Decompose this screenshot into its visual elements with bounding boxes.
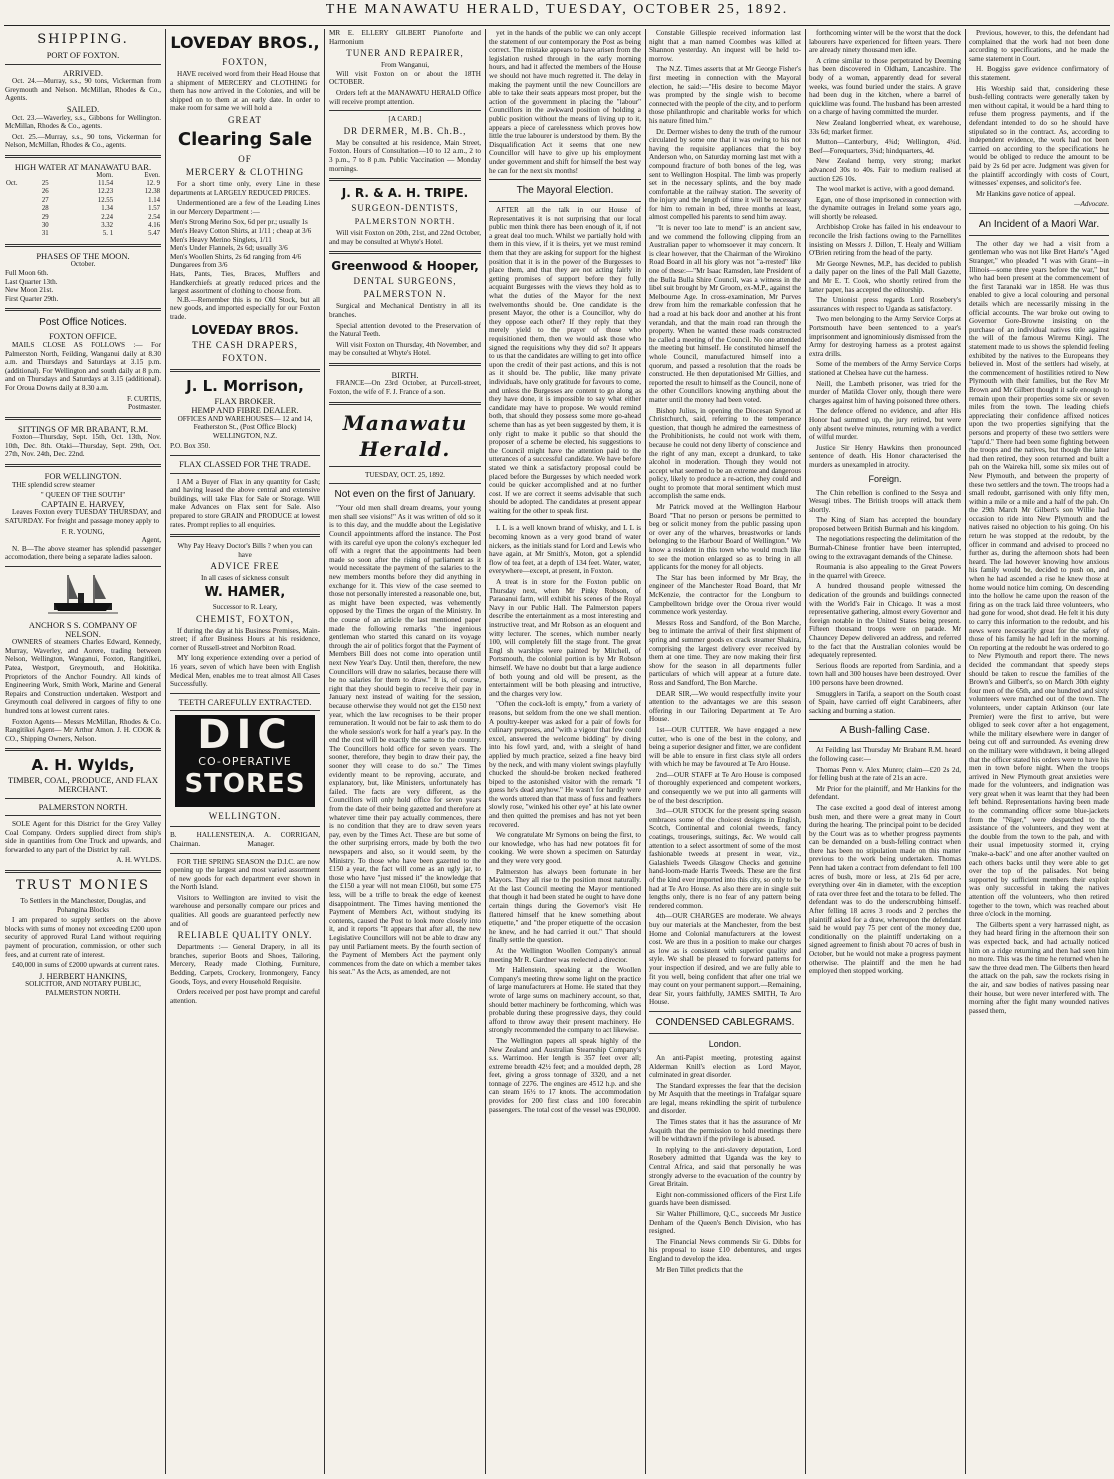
divider [329,178,481,181]
port-heading: PORT OF FOXTON. [46,50,120,60]
tide-row [5,197,161,205]
divider [170,693,320,694]
column-rule [965,29,966,1474]
flax-text: I AM a Buyer of Flax in any quantity for Cash; and having leased the above central and extensive buildings, will take Flax for Sale or Storage. Will make Advances on Flax sent for Sale. Also prepared to store GRAIN and PRODUCE at lowest rates. Prompt replies to all enquiries. [170,477,320,529]
paper-title: Manawatu Herald. [342,410,468,461]
advice-free: ADVICE FREE [210,561,280,572]
wellington-heading: FOR WELLINGTON. [44,471,122,482]
hamer-sub-2: CHEMIST, FOXTON, [196,613,294,624]
dic-logo-text: DIC [197,712,293,759]
divider [170,826,320,827]
court-text: Foxton—Thursday, Sept. 15th, Oct. 13th, Nov. 10th, Dec. 8th. Otaki—Thursday, Sept. 29th, Oct. 27th, Nov. 24th, Dec. 22nd. [5,433,161,459]
tuner-heading: TUNER AND REPAIRER, [346,48,464,59]
news-item: 2nd—OUR STAFF at Te Aro House is composed of thoroughly experienced and competent workers, and consequently we we put into all garments will be of the best description. [649,770,801,805]
dic-place: WELLINGTON. [208,811,282,822]
greenwood-sub: DENTAL SURGEONS, [353,276,457,287]
birth-text: FRANCE—On 23rd October, at Purcell-street, Foxton, the wife of F. J. France of a son. [329,379,481,397]
sale-text: For a short time only, every Line in these departments at LARGELY REDUCED PRICES. [170,179,320,197]
sale-note: N.B.—Remember this is no Old Stock, but all new goods, and imported especially for our Foxton trade. [170,295,320,321]
card-label: [A CARD.] [388,115,422,124]
arrived-label: ARRIVED. [63,67,103,78]
news-item: The Wellington papers all speak highly of the New Zealand and Australian Steamship Company's s.s. Warrimoo. Her length is 357 feet over all; extreme breadth 42½ feet; and a moulded depth, 28 feet, giving a gross tonnage of 3320, and a net tonnage of 2276. The engines are 4512 h.p. and she can steam 16½ to 17 knots. The accommodation provides for 200 first class and 100 forecabin passengers. The total cost of the vessel was £90,000. [489,1036,641,1114]
tide-cell: 27 [41,196,49,204]
tide-cell: 28 [41,205,49,213]
column-rule [805,29,806,1474]
wylds-signature: A. H. WYLDS. [116,856,161,865]
divider [969,213,1109,214]
moon-line: New Moon 21st. [5,286,54,295]
cable-item: The King of Siam has accepted the boundary proposed between British Burmah and his kingdom. [809,516,961,533]
mayoral-text: AFTER all the talk in our House of Representatives it is not surprising that our local public men think there has been enough of it, if not a great deal too much. Whilst we partially hold with them in this view, if it is theirs, yet we must remind them that they are asking for support for the highest position that it is in the power of the Burgesses to place them, and that they are not acting fairly in getting promises of support before they fully acquaint Burgesses with the views they hold as to what the duties of the Mayor for the next twelvemonths should be. One candidate is the present Mayor, the other is a Councillor, why do they oppose each other? If they reply that they merely yield to the prayer of those who requisitioned them, then we would ask those who signed the requisitions why they did so? It appears to us that the candidates are willing to get into office upon the credit of their past actions, and this is not as it should be. The public, like many private individuals, have only gratitude for favours to come, and unless the Burgesses are content to go along as they have done, it is impossible to say what either candidate may have to propose. We would remind both, that should they possess some more go-ahead scheme than has as yet been suggested by them, it is only right to make it public so that should the proposer of a scheme be elected, his suggestions to the Council might have the attention paid to the utterances of a successful candidate. We have before stated we think a satisfactory proposal could be placed before the Burgesses by which needed work could be quicker accomplished and at no further cost. If we are correct it seems advisable that such should be adopted. The candidates at present appear waiting for the other to speak first. [489,206,641,515]
steamer-text: THE splendid screw steamer [12,480,95,489]
cable-item: The wool market is active, with a good demand. [816,185,955,194]
tide-header-cell [41,172,64,180]
tide-cell: 31 [41,230,49,238]
cable-item: New Zealand hemp, very strong; market advanced 30s to 40s. Fair to medium realised at auction £26 10s. [809,157,961,183]
captain-name: CAPTAIN E. HARVEY, [41,498,125,509]
paper-date: TUESDAY, OCT. 25, 1892. [365,470,445,479]
divider [329,402,481,405]
dermer-text: May be consulted at his residence, Main Street, Foxton. Hours of Consultation—10 to 12 a.m., 2 to 3 p.m., 7 to 8 p.m. Public Vaccination — Monday mornings. [329,138,481,173]
clearing-sale-heading: Clearing Sale [177,128,313,150]
bush-case-text: H. Boggiss gave evidence confirmatory of this statement. [969,65,1109,82]
bush-case-text: The case excited a good deal of interest among bush men, and there were a great many in Court during the hearing. The principal point to be decided by the Court was as to whether progress payments can be demanded on a bush-felling contract when there has been no stipulation made on this matter previous to the work being undertaken. Thomas Penn had taken a contract from defendant to fell 100 acres of bush, more or less, at 21s 6d per acre, everything over 4in in diameter, with the exception of rata over three feet and the totara to be felled. The defendant was to do the underscrubbing himself. After felling 18 acres 3 roods and 2 perches the plaintiff asked for a draw, whereupon the defendant said he would pay 75 per cent of the money due, conditionally on the plaintiff undertaking on a signed agreement to finish about 70 acres of bush in October, but he would not make a progress payment otherwise. The plaintiff and the men he had employed then stopped working. [809,803,961,976]
gilbert-visit: Will visit Foxton on or about the 18TH OCTOBER. [329,69,481,87]
wylds-text: SOLE Agent for this District for the Grey Valley Coal Company. Orders supplied direct from ship's side in quantities from One Truck and upwards, and forwarded to any part of the District by rail. [5,820,161,854]
trust-text: To Settlers in the Manchester, Douglas, and Pohangina Blocks [20,897,146,914]
tide-cell: 4.16 [148,221,160,229]
tide-header-cell: Even. [144,171,160,179]
trust-text-3: £40,000 in sums of £2000 upwards at current rates. [12,961,160,970]
agent-title: Agent, [141,536,161,545]
teeth-text: TEETH CAREFULLY EXTRACTED. [178,696,312,707]
bush-case-text: Previous, however, to this, the defendant had complained that the work had not been done according to specifications, and he made the same statement in Court. [969,29,1109,63]
news-item: Bishop Julius, in opening the Diocesan Synod at Christchurch, said, referring to the temperance question, that though he admired the earnestness of the Prohibitionists, he could not work with them, because he could not deny liberty of conscience and the right of any man, except a drunkard, to take alcohol in moderation. Though they would not accept what seemed to be an extreme and dangerous policy, likely to produce a re-action, they could and ought to promote that moral sentiment which must accomplish the same ends. [649,406,801,501]
morrison-address: OFFICES AND WAREHOUSES— 12 and 14, Featherston St., (Post Office Block) WELLINGTON, N.Z. [177,414,313,440]
sale-item: Men's Heavy Merino Singlets, 1/11 [170,235,272,244]
column-rule [485,29,486,1474]
maori-war-heading: An Incident of a Maori War. [978,218,1100,230]
divider [170,853,320,854]
divider [170,455,320,456]
gilbert-text: MR E. ELLERY GILBERT Pianoforte and Harmonium [329,29,481,46]
maori-war-text: The Gilberts spent a very harrassed night, as they had heard firing in the afternoon their son was expected back, and had actually noticed him on a ridge returning and then had seen him no more. This was the time he returned when he saw the three dead men. The Gilberts then heard the attack on the pah, saw the rockets rising in the air, and saw bodies of natives passing near their house, but were never interfered with. The morning after the fight many wounded natives passed them, [969,920,1109,1015]
divider [329,466,481,467]
news-item: Messrs Ross and Sandford, of the Bon Marche, beg to intimate the arrival of their first shipment of spring and summer goods ex crack steamer Shakira, comprising the largest delivery ever received by them at one time. They are now making their first show for the season in all departments fuller particulars of which will appear at a future date. Ross and Sandford, The Bon Marche. [649,618,801,687]
divider [5,244,161,247]
tide-cell [5,230,41,238]
cable-item: Serious floods are reported from Sardinia, and a town hall and 300 houses have been destroyed. Over 100 persons have been drowned. [809,661,961,687]
tide-cell: 1.34 [101,205,114,213]
cable-item: A crime similar to those perpetrated by Deeming has been discovered in Oldham, Lancashire. The body of a woman, apparently dead for several weeks, was found buried under the stairs. A grave had been dug in the kitchen, where a barrel of quicklime was found. The husband has been arrested on a charge of having committed the murder. [809,56,961,117]
divider [5,815,161,816]
cable-item: Two men belonging to the Army Service Corps at Portsmouth have been sentenced to a year's imprisonment and ignominiously dismissed from the Army for destroying harness as a protest against extra drills. [809,315,961,358]
divider [5,64,161,65]
divider [489,519,641,520]
hankins-place: PALMERSTON NORTH. [45,989,121,997]
cable-item: Some of the members of the Army Service Corps stationed at Chelsea have cut the harness. [809,360,961,377]
cable-item: The Times states that it has the assurance of Mr Asquith that the permission to hold meetings there will be withdrawn if the privilege is abused. [649,1118,801,1144]
tide-header-row [5,172,161,180]
gilbert-orders: Orders left at the MANAWATU HERALD Office will receive prompt attention. [329,88,481,106]
steamer-name: " QUEEN OF THE SOUTH" [40,491,126,500]
dic-chairman: B. HALLENSTEIN, Chairman. [170,831,248,848]
divider [5,798,161,799]
news-item: Mr Hallenstein, speaking at the Woollen Company's meeting threw some light on the practice of large manufacturers at Home. He stated that they wrote of large sums on machinery account, so that, should better machinery be forthcoming, which was probable during these progressive days, they could afford to throw away their present machinery. He strongly recommended the company to act likewise. [489,966,641,1035]
cable-item: Neill, the Lambeth prisoner, was tried for the murder of Matilda Clover only, though there were charges against him of having poisoned three others. [809,379,961,405]
wylds-heading: A. H. Wylds, [31,756,135,775]
cable-item: An anti-Papist meeting, protesting against Alderman Knill's election as Lord Mayor, culminated in great disorder. [649,1053,801,1080]
cablegrams-heading: CONDENSED CABLEGRAMS. [655,1016,795,1028]
news-item: Mr Patrick moved at the Wellington Harbour Board "That no person or persons be permitted to beg or solicit money from the public passing upon or over any of the wharves, breastworks or lands belonging to the Harbour Board of Wellington." We know a resident in this town who would much like to see the motion enlarged so as to bring in all applicants for the money for all objects. [649,503,801,572]
cable-item: Roumania is also appealing to the Great Powers in the quarrel with Greece. [809,563,961,580]
reliable-quality: RELIABLE QUALITY ONLY. [177,930,313,941]
article-text: "Your old men shall dream dreams, your young men shall see visions!" As it was written of old so it is to this day, and the muddle about the Legislative Council appointments afford the instance. The Post with its careful eye upon the colony's exchequer led off with a regret that the appointments had been made so soon after the rising of parliament as it would necessitate the payment of the salaries to the new members months before they did anything in exchange for it. This view of the case seemed to those not personally interested a reasonable one, but, as might have been expected, was vehemently opposed by the Times the organ of the Ministry. In the course of an article the last mentioned paper made the following remarks "the ingenious gentleman who started this canard on its voyage through the air of politics forgot that the Payment of Members Bill does not come into operation until next New Year's Day. Until then, therefore, the new Councillors will draw no salaries, because there will be no salaries for them to draw." It is, of course, right that they should begin to receive their pay in January next instead of waiting for the session, because otherwise they would not get the £150 next year, which the law recognises to be their proper remuneration. It would not be fair to ask them to do the whole session's work for half a year's pay. In the end the cost will be exactly the same to the country. The Councillors hold office for seven years. The sooner, therefore, they begin to draw their pay, the sooner they will cease to do so." The Times evidently meant to be reproving, accurate, and explanatory, but, like Ministers, unfortunately has failed. The facts are very different, as the Councillors will only hold office for seven years from the date of their being gazetted and therefore at whatever time their pay actually commences, there is no condition that they are to draw seven years pay, even by the Times Act. These are but some of the other surprising errors, made by both the two newspapers and also, so it would seem, by the Ministry. To those who have been gazetted to the £150 a year, the fact will come as an ugly jar, to those who have "just missed it" the knowledge that the £150 a year will not mean £1060, but some £75 less, will be a trifle to break the edge of keenest disappointment. The Times having mentioned the Payment of Members Act, without studying its contents, caused the Post to look more closely into it, and it reports "It appears that after all, the new Legislative Councillors will not be able to draw any pay until Parliament meets. By the fourth section of the Payment of Members Act the payment only commences from the date on which a member takes his seat." As the Acts, as amended, are not [329,504,481,977]
cable-item: forthcoming winter will be the worst that the dock labourers have experienced for fifteen years. There are already ninety thousand men idle. [809,29,961,55]
column-rule [165,29,166,1474]
divider [329,363,481,366]
bush-case-text: At Feilding last Thursday Mr Brabant R.M. heard the following case:— [809,746,961,763]
news-item: 3rd—OUR STOCK for the present spring season embraces some of the choicest designs in English, Scotch, Continental and colonial tweeds, fancy coatings, trouserings, suitings, &c. We would call attention to a select assortment of some of the most fashionable tweeds at present in wear, viz., Galashiels Tweeds Glasgow Checks and genuine hand-loom-made Harris Tweeds. These are the first of the kind ever imported into this city, so only to be had at Te Aro House. As also there are in single suit lengths only, there is no fear of any pattern being rendered common. [649,807,801,910]
tide-heading: HIGH WATER AT MANAWATU BAR. [14,161,152,172]
column-1 [5,29,161,1474]
column-3 [329,29,481,1474]
dic-manager: A. A. CORRIGAN, Manager. [247,831,320,848]
foreign-heading: Foreign. [868,473,902,484]
sale-item: Men's Woollen Shirts, 2s 6d ranging from 4/6 [170,252,302,261]
moon-line: First Quarter 29th. [5,294,59,303]
greenwood-text: Surgical and Mechanical Dentistry in all its branches. [329,302,481,319]
tide-cell [5,188,41,196]
tide-cell: 1.57 [148,205,160,213]
steamship-illustration [48,571,118,617]
cable-item: Archbishop Croke has failed in his endeavour to reconcile the Irish factions owing to the Parnellites insisting on Messrs J. Dillon, T. Healy and William O'Brien retiring from the head of the party. [809,223,961,258]
tide-table [5,172,161,239]
dic-logo [175,712,315,807]
greenwood-text-2: Special attention devoted to the Preservation of the Natural Teeth. [329,321,481,339]
cable-item: New Zealand longberried wheat, ex warehouse, 33s 6d; market firmer. [809,118,961,136]
sale-item: Men's Under Flannels, 2s 6d; usually 3/6 [170,244,288,253]
orders-text: Orders received per post have prompt and careful attention. [170,988,320,1005]
column-7 [969,29,1109,1474]
tripe-text: Will visit Foxton on 20th, 21st, and 22nd October, and may be consulted at Whyte's Hotel. [329,229,481,246]
masthead: THE MANAWATU HERALD, TUESDAY, OCTOBER 25, 1892. [325,2,789,17]
tide-header-cell: Morn. [96,171,114,179]
tide-cell: 5.47 [148,230,160,238]
post-office-text: MAILS CLOSE AS FOLLOWS :— For Palmerston North, Feilding, Wanganui daily at 8.30 a.m. and Thursdays and Saturdays at 3.15 p.m. (additional). For Wellington and south daily at 8 p.m. and on Thursdays and Saturdays at 3.15 (additional). For Oroua Downs daily at 8.30 a.m. [5,340,161,392]
sale-item: Dungarees from 3/6 [170,261,228,270]
moon-line: Full Moon 6th. [5,268,49,277]
loveday-place-2: FOXTON. [222,353,268,364]
cable-item: The defence offered no evidence, and after His Honor had summed up, the jury retired, but were only absent twelve minutes, returning with a verdict of wilful murder. [809,407,961,442]
morrison-heading: J. L. Morrison, [186,377,304,396]
court-heading: SITTINGS OF MR BRABANT, R.M. [18,423,148,434]
wylds-place: PALMERSTON NORTH. [38,801,128,812]
cable-item: The Standard expresses the fear that the decision by Mr Asquith that the meetings in Trafalgar square are legal, means rekindling the spirit of turbulence and disorder. [649,1081,801,1116]
tide-cell: 12.38 [144,188,160,196]
tide-row [5,180,161,188]
arrived-text: Oct. 24.—Murray, s.s., 90 tons, Vickerman from Greymouth and Nelson. McMillan, Rhodes & Co., Agents. [5,77,161,103]
moon-line: Last Quarter 13th. [5,277,58,286]
tide-row [5,214,161,222]
cable-item: Sir Walter Phillimore, Q.C., succeeds Mr Justice Denham of the Queen's Bench Division, who has resigned. [649,1210,801,1236]
tide-cell: Oct. [6,179,18,187]
anchor-text: OWNERS of steamers Charles Edward, Kennedy, Murray, Waverley, and Aorere, trading between Nelson, Wellington, Wanganui, Foxton, Rangitikei, Patea, Westport, Greymouth, and Hokitika. Proprietors of the Anchor Foundry. All kinds of Engineering Work, Smith Work, Marine and General Repairs and Construction undertaken. Westport and Greymouth coal delivered in cargoes of fifty to one hundred tons at lowest current rates. [5,638,161,715]
sale-text-2: Undermentioned are a few of the Leading Lines in our Mercery Department :— [170,199,320,216]
loveday-cash-drapers: THE CASH DRAPERS, [192,340,298,351]
cable-item: In replying to the anti-slavery deputation, Lord Rosebery admitted that Uganda was the key to Central Africa, and said that personally he was strongly adverse to the evacuation of the country by Great Britain. [649,1145,801,1189]
great-label: GREAT [228,114,262,125]
cable-item: Mutton—Canterbury, 4¾d; Wellington, 4¾d. Beef—Forequarters, 3¼d; hindquarters, 4d. [809,138,961,155]
cable-item: Mr George Newnes, M.P., has decided to publish a daily paper on the lines of the Pall Mall Gazette, and Mr E. T. Cook, who shortly retired from the latter paper, has accepted the editorship. [809,259,961,294]
sickness-text: In all cases of sickness consult [200,574,290,583]
anchor-heading: ANCHOR S S. COMPANY OF [28,620,138,630]
tide-cell: 12.55 [97,196,114,204]
greenwood-heading: Greenwood & Hooper, [331,259,479,274]
dic-logo-stores: STORES [184,769,306,800]
bush-case-text: His Worship said that, considering these bush-felling contracts were generally taken by men without capital, it would be a hard thing to refuse them progress payments, and if the defendant intended to do so he should have stipulated so in the contract. As, according to independent evidence, the work had not been carried on according to the specifications he would be obliged to reduce the amount to be paid by 2s 6d per acre. Judgment was given for the plaintiff accordingly with costs of Court, witnesses' expenses, and solicitor's fee. [969,84,1109,188]
news-item: "It is never too late to mend" is an ancient saw, and we commend the following clipping from an Australian paper to whomsoever it may concern. It is clear however, that the Chairman of the Wirokino Road Board in all his glory was not "a-rrested" like one of these:—"Mr Isaac Ramsden, late President of the Bulla Bulla Shire Council, was a witness in the libel suit brought by Mr Groom, ex-M.P., against the Melbourne Age. In cross-examination, Mr Purves drew from him the remarkable confession that he had a road at his back door and another at his front verandah, and that the main road ran through the property. When he wanted these roads constructed he called a meeting of the Council. No one attended the meeting but himself. He constituted himself the whole Council, manufactured himself into a quorum, and passed a resolution that the roads be constructed. He then deputationised Mr Gillies, and reported the result to himself as the Council, none of the other Councillors knowing anything about the matter until the money had been voted. [649,224,801,404]
loveday-intro: HAVE received word from their Head House that a shipment of MERCERY and CLOTHING for them has now arrived in the Colonies, and will be shipped on to them at an early date. In order to make room for same we will hold a [170,70,320,113]
tide-cell: 2.54 [148,213,160,221]
cable-item: Eight non-commissioned officers of the First Life guards have been dismissed. [649,1190,801,1208]
sale-item: Hats, Pants, Ties, Braces, Mufflers and Handkerchiefs at greatly reduced prices and the largest assortment of clothing to choose from. [170,269,320,296]
spring-text-2: Visitors to Wellington are invited to visit the warehouse and personally compare our prices and qualities. All goods are guaranteed perfectly new and of [170,893,320,928]
divider [649,1011,801,1012]
news-item: DEAR SIR,—We would respectfully invite your attention to the advantages we are this season offering in our Tailoring Department at Te Aro House. [649,689,801,724]
postmaster-name: F. CURTIS, [127,394,161,403]
advocate-credit: —Advocate. [1074,200,1109,209]
column-5 [649,29,801,1474]
divider [329,251,481,254]
dic-logo-sub: CO-OPERATIVE [198,755,292,769]
loveday-place: FOXTON, [222,57,268,67]
steamer-note: N. B—The above steamer has splendid passenger accomodation, there being a separate ladies saloon. [5,544,161,562]
divider [5,748,161,751]
masthead-rule [4,25,1110,26]
tide-cell [5,197,41,205]
cable-item: A hundred thousand people witnessed the dedication of the grounds and buildings connected with the World's Fair in Chicago. It was a most representative gathering, almost every Governor and foreign notable in the United States being present. Fifteen thousand troops were on parade. Mr Chauncey Depew delivered an address, and referred to the fact that the Australian colonies would be adequately represented. [809,582,961,660]
of-label: OF [238,153,252,164]
hamer-sub: Successor to R. Leary, [212,602,278,611]
news-item: Palmerston has always been fortunate in her Mayors. They all rise to the position most naturally. At the last Council meeting the Mayor mentioned that though it had been stated he ought to have done certain things during the Governor's visit He flattered himself that he knew something about etiquette," and "the proper etiquette of the occasion he knew, and he had carried it out." That should finally settle the question. [489,867,641,945]
tide-cell: 3.32 [101,221,114,229]
tripe-sub: SURGEON-DENTISTS, [351,203,459,214]
bush-case-heading: A Bush-falling Case. [839,725,931,737]
tripe-place: PALMERSTON NORTH. [354,217,456,227]
anchor-sub: NELSON. [65,628,101,639]
agent-name: F. R. YOUNG, [61,527,105,536]
morrison-sub: FLAX BROKER. [214,396,276,407]
divider [170,473,320,474]
divider [5,417,161,420]
hamer-text: If during the day at his Business Premises, Main-street; if after Business Hours at his residence, corner of Russell-street and Norbiton Road. [170,626,320,652]
column-2 [170,29,320,1474]
gilbert-from: From Wanganui, [381,61,429,70]
tide-cell [5,214,41,222]
shipping-heading: SHIPPING. [37,32,129,47]
column-6 [809,29,961,1474]
tide-cell [5,222,41,230]
sailed-text: Oct. 23.—Waverley, s.s., Gibbons for Wellington. McMillan, Rhodes & Co., agents. [5,113,161,131]
dic-signatures [170,831,320,848]
cable-item: The Unionist press regards Lord Rosebery's assurances with respect to Uganda as satisfactory. [809,296,961,313]
divider [809,741,961,742]
cable-item: The Chin rebellion is confined to the Sesya and Wesugi tribes. The British troops will attack them shortly. [809,488,961,514]
wylds-sub: TIMBER, COAL, PRODUCE, AND FLAX MERCHANT. [8,775,158,794]
tripe-heading: J. R. & A. H. TRIPE. [341,186,469,201]
tide-row [5,222,161,230]
moon-month: October. [70,260,96,269]
news-item: Constable Gillespie received information last night that a man named Coombes was killed at Shannon yesterday. An inquest will be held to-morrow. [649,29,801,63]
cable-item: Egan, one of those imprisoned in connection with the dynamite outrages in Ireland some years ago, will shortly be released. [809,195,961,221]
news-item: A treat is in store for the Foxton public on Thursday next, when Mr Pinky Robson, of Paraoanui farm, will exhibit his scenes of the Royal Navy in our Public Hall. The Palmerston papers describe the entertainment as a most interesting and instructive treat, and Mr Robson as an eloquent and witty lecturer. The scenes, which number nearly 100, will completely fill the stage front. The great Engl sh warships were painted by Mitchell, of Portsmouth, the colonial portion is by Mr Robson himself. We have no doubt but that a large audience of both young and old will be present, as the entertainment will be both pleasing and intructive, and the charges very low. [489,578,641,698]
tide-cell: 25 [41,179,49,187]
anchor-agents: Foxton Agents— Messrs McMillan, Rhodes & Co. Rangitikei Agent— Mr Arthur Amon. J. H. COOK & CO., Shipping Owners, Nelson. [5,717,161,743]
tide-header-cell [5,172,41,180]
mayoral-heading: The Mayoral Election. [516,185,614,197]
column-4 [489,29,641,1474]
greenwood-text-3: Will visit Foxton on Thursday, 4th November, and may be consulted at Whyte's Hotel. [329,340,481,358]
tide-cell: 1.14 [148,196,160,204]
loveday-heading-2: LOVEDAY BROS. [191,323,299,338]
divider [5,464,161,467]
divider [170,534,320,537]
departments-text: Departments :— General Drapery, in all its branches, superior Boots and Shoes, Tailoring, Mercery, Ready made Clothing, Furniture, Bedding, Carpets, Crockery, Ironmongery, Fancy Goods, Toys, and every Household Requisite. [170,943,320,986]
tide-cell: 5. 1 [102,230,114,238]
divider [5,566,161,567]
tide-cell: 2.24 [101,213,114,221]
column-rule [324,29,325,1474]
cable-item: The negotiations respecting the delimitation of the Burmah-Chinese frontier have been interrupted, owing to the extravagant demands of the Chinese. [809,535,961,561]
divider [809,719,961,720]
divider [969,235,1109,236]
cable-item: Smugglers in Tarifa, a seaport on the South coast of Spain, have carried off eight Carabineers, after sacking and burning a station. [809,689,961,715]
steamer-schedule: Leaves Foxton every TUESDAY THURSDAY, and SATURDAY. For freight and passage money apply to [5,508,161,526]
tide-cell [5,205,41,213]
divider [5,155,161,158]
maori-war-text: The other day we had a visit from a gentleman who was not like Bret Harte's "Aged Stranger," who pleaded "I was with Grant—in Illinois—some three years before the war," but who had been present at the commencement of the first Taranaki war in 1858. He was thus enabled to give a local colouring and personal details which are necessarily missing in the official accounts. The war broke out owing to Governor Gore-Browne insisting on the purchase of an individual natives title against the will of the famous Wiremu Kingi. The statement made to us shows the splendid feeling exhibited by the natives to the Europeans they believed in. Most of the settlers had wisely, at the commencement of hostilities retired to New Plymouth with their families, but the Rev Mr Brown and Mr Gilbert thought it safe enough to remain upon their properties some six or seven miles from the town. The leading chiefs appreciating their confidence affixed notices upon the two properties signifying that the persons and property of these two settlers were "tapu'd." There had been some fighting between the troops and the natives, but though the latter had then retired, they soon returned and built a pah on the Waireka hill, some six miles out of New Plymouth, and between the property of these two settlers and the town. The troops had a small redoubt, garrisoned with only fifty men, within a mile or a mile and a half of the pah. On the 29th March Mr Gilbert's son Willie had occasion to ride into New Plymouth and the natives raised no objection to his going. On his return he was stopped at the redoubt, by the officer in command and advised to proceed no further as, during the afternoon shots had been heard. The lad however knowing how anxious his family would be, decided to push on, and when he had ascended a rise he knew those at home would notice him coming. On descending into the hollow he came upon the reason of the firing as on the track laid three volunteers, who had gone for wood, shot dead. He felt it his duty to carry this information to the redoubt, and his news were necessarily great for the safety of those of his family he had left in the morning. On reporting at the redoubt he was ordered to go to New Plymouth and report there. The news decided the commandant that speedy steps should be taken to rescue the families of the Brown's and Gilbert's, so on March 30th eighty four men of the 65th, and one hundred and sixty volunteers were marched out of the town. The volunteers, under captain Atkinson (our late Premier) were the first to arrive, but were obliged to seek cover after a hot engagement, while the military elsewhere were in danger of being cut off and surrounded. As evening drew on the military were withdrawn, it being alleged that the officer stated his orders were to have his men in town before night. When the troops arrived in New Plymouth great anxieties were made for the volunteers, and indignation was very great when it was learnt that they had been left behind. Representations having been made to the commanding officer some blue-jackets from the "Niger," were despatched to the assistance of the volunteers, and they went at the double from the town to the pah, and with their usual impetuosity stormed it, crying "make-a-back" and one after another vaulted on each others backs until they were able to get over the top of the palisades. Not being supported by sufficient members their exploit was only successful in taking the natives attention off the volunteers, who then retired together to the town, which was reached about three o'clock in the morning. [969,239,1109,919]
news-item: "Often the cock-loft is empty," from a variety of reasons, but seldom from the one we shall mention. A poultry-keeper was asked for a pair of fowls for culinary purposes, and "with a vigour that few could excel, answered the welcome bidding" by diving into his fowl yard, and, with a sleight of hand applied by much practice, seized a fine heavy bird by the neck, and with many violent swings playfully chucked the should-be broken necked feathered biped to the astonished visitor with the remark "I guess he's dead anyhow." He wasn't for hardly were the words uttered than that mass of fuss and feathers slowly rose, "winked his other eye" at his late owner and then quitted the premises and has not yet been recovered. [489,700,641,829]
cable-item: Mr Ben Tillet predicts that the [656,1265,743,1274]
sale-item: Men's Strong Merino Sox, 6d per pr.; usually 1s [170,218,308,227]
divider [5,308,161,311]
bush-case-text: Mr Prior for the plaintiff, and Mr Hankins for the defendant. [809,784,961,802]
trust-heading: TRUST MONIES [16,878,150,894]
news-item: The N.Z. Times asserts that at Mr George Fisher's first meeting in connection with the Mayoral election, he said:—"His desire to become Mayor was prompted by the single wish to become connected with the people of the city, and to perform those philanthropic and charitable works for which his nature fitted him." [649,65,801,125]
divider [170,710,320,711]
hamer-heading: W. HAMER, [204,584,286,600]
divider [170,369,320,372]
article-continued: yet in the hands of the public we can only accept the statement of our contemporary the Post as being correct. The mistake appears to have arisen from the legislation rushed through in the early morning hours, and had it affected the members of the House we should not have much regretted it. The delay in making the payment until the new Councillors are able to take their seats appears most proper, but the action of the government in placing the "labour" Councillors in the awkward position of holding a public position without the means of living up to it, appears a piece of carelessness which proves how little the true labourer is understood by them. By the Disqualification Act it seems that one new Councillor will have to give up his employment under government and shift for himself the best way he can for the next six months! [489,29,641,175]
london-heading: London. [708,1038,742,1049]
post-office-heading: Post Office Notices. [39,317,127,329]
divider [5,870,161,873]
sailed-label: SAILED. [66,103,100,114]
divider [329,483,481,484]
morrison-sub-2: HEMP AND FIBRE DEALER. [191,405,299,416]
tide-cell: 30 [41,221,49,229]
sailed-text: Oct. 25.—Murray, s.s., 90 tons, Vickerman for Nelson, McMillan, Rhodes & Co., agents. [5,132,161,150]
news-item: At the Wellington Woollen Company's annual meeting Mr R. Gardner was reelected a director. [489,946,641,964]
tide-cell: 26 [41,188,49,196]
divider [489,179,641,180]
news-item: The Star has been informed by Mr Bray, the engineer of the Manchester Road Board, that Mr McKenzie, the contractor for the Longburn to Campbelltown bridge over the Oroua river would commence work yesterday. [649,573,801,617]
birth-heading: BIRTH. [391,369,419,380]
postmaster-title: Postmaster. [128,403,161,412]
cable-item: Justice Sir Henry Hawkins then pronounced sentence of death. His Honor characterised the murders as unexampled in atrocity. [809,443,961,469]
tide-row [5,230,161,238]
news-item: Dr. Dermer wishes to deny the truth of the rumour circulated by some one that it was owing to his not having the requisite appliances that the boy Anderson who, on Saturday morning last met with a compound fracture of both bones of the leg, was sent to Wellington Hospital. The limb was properly set in the necessary splints, and the boy made comfortable at the railway station. The severity of the injury and the length of time it will be necessary for him to remain in bed, three months at least, almost compelled his parents to send him away. [649,127,801,222]
news-item: We congratulate Mr Symons on being the first, to our knowledge, who has had new potatoes fit for cooking. We were shown a specimen on Saturday and they were very good. [489,831,641,866]
divider [489,201,641,202]
cable-item: The Financial News commends Sir G. Dibbs for his proposal to issue £10 debentures, and urges England to develop the idea. [649,1237,801,1263]
tide-cell: 29 [41,213,49,221]
sale-item: Men's Heavy Cotton Shirts, at 1/11 ; cheap at 3/6 [170,226,312,235]
divider [649,1033,801,1034]
flax-heading: FLAX CLASSED FOR THE TRADE. [179,459,311,470]
news-item: 1st—OUR CUTTER. We have engaged a new cutter, who is one of the best in the colony, and being a superior designer and fitter, we are confident will be able to ensure in first class style all orders with which he may be favoured at Te Aro House. [649,725,801,769]
news-item: L L is a well known brand of whisky, and L L is becoming known as a very good brand of water nickers, as the initials stand for Lord and Lewis who have again, at Mr Smith's, Moton, got a splendid flow of tea feet, at a depth of 134 feet. Water, water, everywhere—except, at present, in Foxton. [489,524,641,576]
moon-heading: PHASES OF THE MOON. [36,250,130,261]
spring-text: FOR THE SPRING SEASON the D.I.C. are now opening up the largest and most varied assortment of new goods for each department ever shown in the North Island. [170,857,320,892]
morrison-box: P.O. Box 350. [170,442,211,451]
tide-row [5,205,161,213]
article-heading: Not even on the first of January. [334,489,476,501]
news-item: 4th—OUR CHARGES are moderate. We always buy our materials at the Manchester, from the best Home and Colonial manufacturers at the lowest cost. We are thus in a position to make our charges as low as is consistent with superior quality and style. We shall be pleased to forward patterns for your inspection if desired, and we are fully able to fit you well, being confident that after one trial we may count on your permanent support.—Remaining, dear Sir, yours faithfully, JAMES SMITH, Te Aro House. [649,912,801,1007]
doctor-heading: Why Pay Heavy Doctor's Bills ? when you can have [177,542,313,559]
mercery-heading: MERCERY & CLOTHING [185,166,305,177]
bush-case-text: Thomas Penn v. Alex Munro; claim—£20 2s 2d, for felling bush at the rate of 21s an acre. [809,765,961,783]
column-rule [645,29,646,1474]
hankins-name: J. HERBERT HANKINS, [38,970,128,981]
bush-case-text: Mr Hankins gave notice of appeal. [976,189,1076,198]
divider [329,110,481,111]
tide-cell: 11.54 [98,179,114,187]
tide-cell: 12. 9 [146,179,160,187]
dermer-heading: DR DERMER, M.B. Ch.B., [343,125,467,136]
hamer-text-2: MY long experience extending over a period of 16 years, seven of which have been with English Medical Men, enables me to treat almost All Cases Successfully. [170,654,320,689]
post-office-sub: FOXTON OFFICE. [49,331,117,342]
greenwood-place: PALMERSTON N. [363,289,447,300]
tide-cell: 12.23 [97,188,114,196]
trust-text-2: I am prepared to supply settlers on the above blocks with sums of money not exceeding £200 upon security of approved Rural Land without requiring payment of procuration, commission, or other such fees, and at current rate of interest. [5,916,161,959]
hankins-title: SOLICITOR, AND NOTARY PUBLIC, [25,980,141,989]
tide-row [5,188,161,196]
loveday-heading: LOVEDAY BROS., [170,33,320,52]
